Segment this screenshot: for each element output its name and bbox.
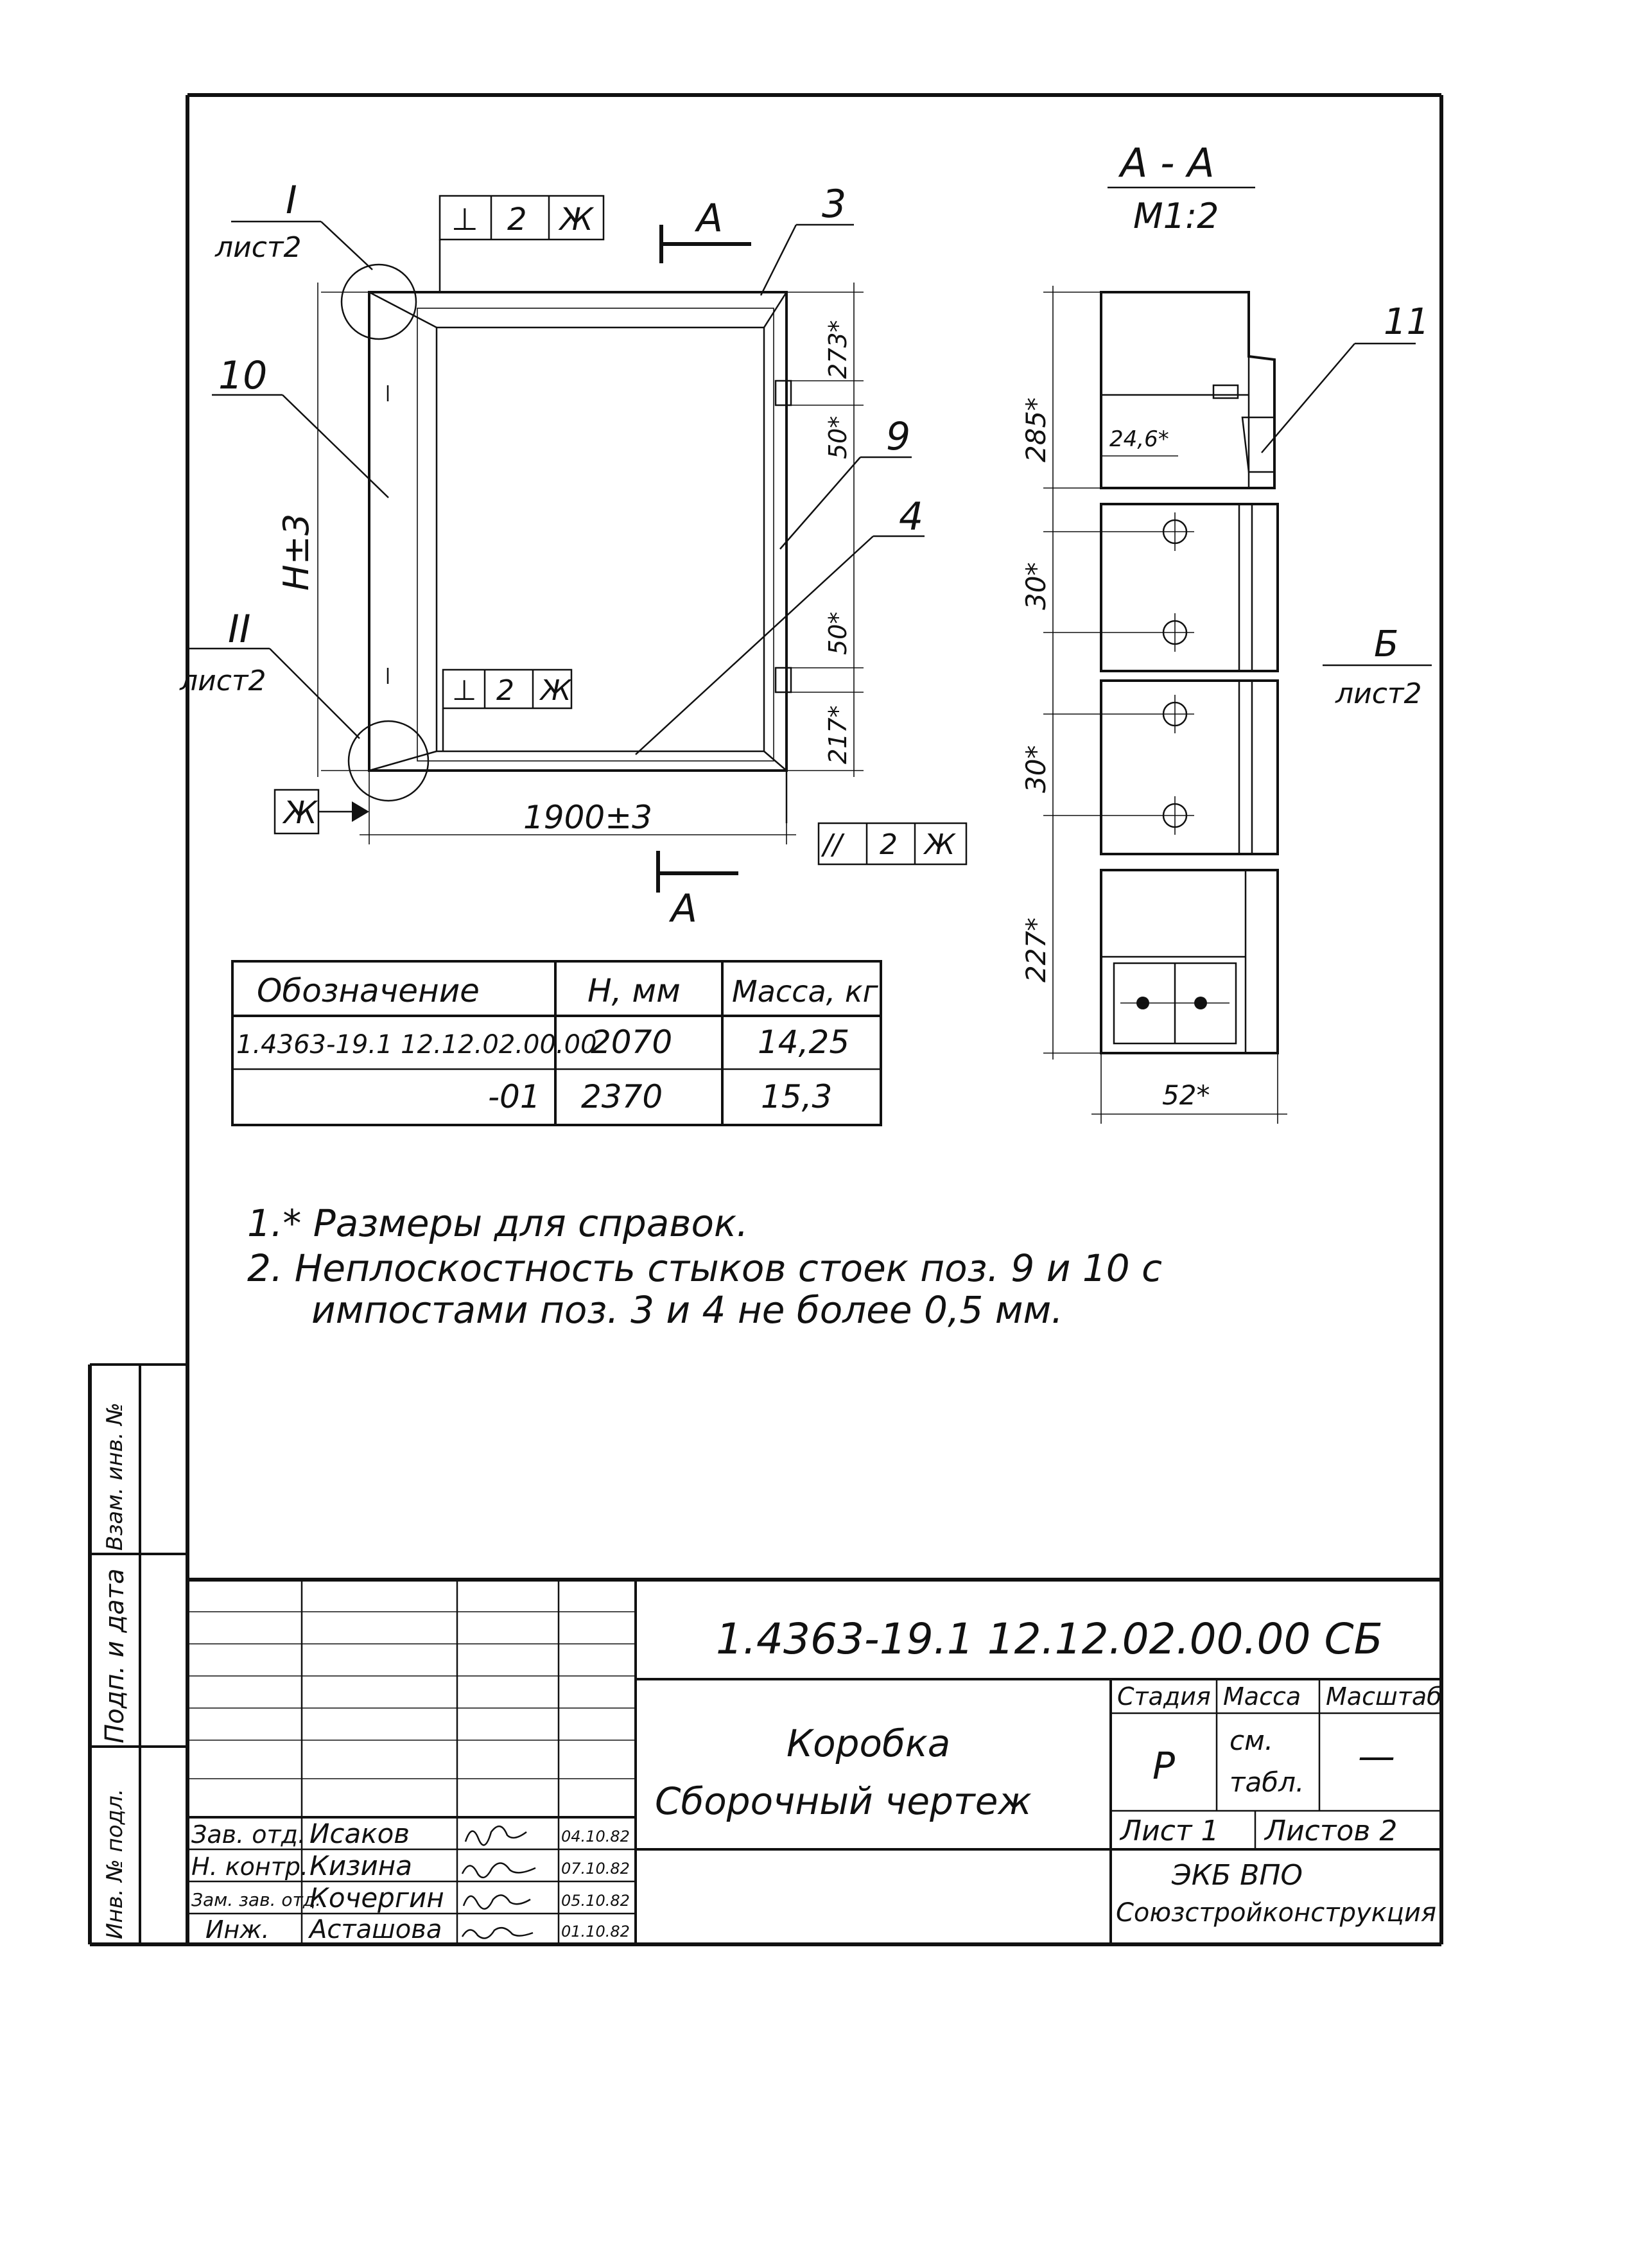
svg-text:52*: 52* xyxy=(1162,1079,1210,1111)
svg-text:285*: 285* xyxy=(1020,397,1052,462)
section-a-a-view xyxy=(1101,292,1278,1053)
table-row-2-mass: 15,3 xyxy=(761,1078,833,1115)
svg-text:30*: 30* xyxy=(1020,745,1052,793)
svg-text:217*: 217* xyxy=(824,705,852,764)
frame-front-view xyxy=(369,292,791,771)
section-title: А - А xyxy=(1120,139,1215,186)
drawing-type: Сборочный чертеж xyxy=(655,1779,1032,1823)
position-callouts xyxy=(212,182,925,755)
dim-height xyxy=(276,283,369,777)
detail-2-circle xyxy=(349,721,428,801)
svg-text:227*: 227* xyxy=(1020,917,1052,982)
signature-date: 05.10.82 xyxy=(561,1892,630,1910)
table-row-1-designation: 1.4363-19.1 12.12.02.00.00 xyxy=(236,1030,597,1060)
svg-text:11: 11 xyxy=(1384,301,1430,343)
svg-text:А: А xyxy=(697,196,724,241)
svg-text:1900±3: 1900±3 xyxy=(523,799,652,836)
svg-text:Ж: Ж xyxy=(541,674,571,707)
product-name: Коробка xyxy=(786,1722,951,1765)
table-header-designation: Обозначение xyxy=(257,972,480,1009)
svg-text:3: 3 xyxy=(822,182,847,227)
note-2: 2. Неплоскостность стыков стоек поз. 9 и 10 с xyxy=(247,1246,1162,1290)
table-row-2-designation: -01 xyxy=(488,1078,541,1115)
svg-text:4: 4 xyxy=(899,494,924,539)
section-b-callout xyxy=(1323,624,1432,710)
svg-text:24,6*: 24,6* xyxy=(1109,426,1169,452)
dim-right-chain xyxy=(786,283,864,777)
svg-text:А: А xyxy=(671,886,698,931)
note-1: 1.* Размеры для справок. xyxy=(247,1201,749,1245)
svg-text:2: 2 xyxy=(496,674,514,707)
svg-text:Ж: Ж xyxy=(560,202,593,238)
organization-line2: Союзстройконструкция xyxy=(1116,1898,1437,1928)
detail-1-circle xyxy=(342,265,416,339)
signature-role: Инж. xyxy=(205,1915,270,1944)
svg-text:H±3: H±3 xyxy=(276,513,317,591)
signature-date: 07.10.82 xyxy=(561,1860,630,1878)
handwritten-signature xyxy=(462,1928,533,1938)
pos-11-callout xyxy=(1262,301,1429,453)
organization-line1: ЭКБ ВПО xyxy=(1172,1859,1303,1892)
sheet-count: Листов 2 xyxy=(1265,1815,1398,1847)
tolerance-frame-top xyxy=(440,196,604,292)
variants-table xyxy=(232,961,881,1125)
scale-value: — xyxy=(1358,1734,1395,1778)
svg-text:50*: 50* xyxy=(824,611,852,655)
stage-header: Стадия xyxy=(1117,1682,1211,1711)
signature-role: Зав. отд. xyxy=(191,1820,306,1849)
svg-text:2: 2 xyxy=(507,202,527,238)
signature-name: Кочергин xyxy=(309,1882,444,1914)
signature-name: Кизина xyxy=(309,1850,412,1881)
svg-text:9: 9 xyxy=(886,414,911,459)
datum-marker xyxy=(275,790,369,833)
svg-text:⊥: ⊥ xyxy=(451,202,478,238)
svg-text:лист2: лист2 xyxy=(1335,677,1422,710)
svg-text:50*: 50* xyxy=(824,415,852,459)
table-row-1-h: 2070 xyxy=(591,1024,673,1061)
detail-1-sheet: лист2 xyxy=(215,231,302,264)
side-stamp-signature-date: Подп. и дата xyxy=(100,1568,130,1743)
tolerance-frame-bottom-right xyxy=(786,771,966,864)
svg-text:Ж: Ж xyxy=(284,795,317,831)
signature-date: 04.10.82 xyxy=(561,1827,630,1845)
section-dimensions xyxy=(1020,286,1287,1124)
svg-text:30*: 30* xyxy=(1020,562,1052,610)
table-header-h: H, мм xyxy=(587,972,681,1009)
document-code: 1.4363-19.1 12.12.02.00.00 СБ xyxy=(716,1614,1383,1664)
detail-1-numeral: I xyxy=(286,178,297,223)
side-stamp-replaced-inv: Взам. инв. № xyxy=(102,1402,128,1551)
section-cut-bottom xyxy=(658,851,738,931)
svg-text:Ж: Ж xyxy=(925,828,955,861)
svg-text:⊥: ⊥ xyxy=(452,674,477,707)
section-scale: М1:2 xyxy=(1133,196,1219,236)
detail-2-numeral: II xyxy=(228,607,251,652)
svg-text:273*: 273* xyxy=(824,320,852,379)
mass-value-line2: табл. xyxy=(1230,1766,1305,1798)
mass-value-line1: см. xyxy=(1230,1725,1274,1756)
svg-text:2: 2 xyxy=(880,828,898,861)
handwritten-signature xyxy=(462,1863,535,1877)
svg-text://: // xyxy=(823,828,842,861)
signature-name: Исаков xyxy=(309,1818,410,1849)
handwritten-signature xyxy=(465,1826,526,1845)
tolerance-frame-middle xyxy=(443,670,572,751)
table-row-1-mass: 14,25 xyxy=(758,1024,850,1061)
signature-date: 01.10.82 xyxy=(561,1923,630,1941)
side-stamp-original-inv: Инв. № подл. xyxy=(102,1788,128,1939)
svg-text:10: 10 xyxy=(218,353,268,398)
detail-2-sheet: лист2 xyxy=(180,665,266,697)
signature-name: Асташова xyxy=(309,1915,442,1944)
section-cut-top xyxy=(661,196,751,263)
signature-role: Зам. зав. отд. xyxy=(191,1889,322,1910)
dim-width xyxy=(360,771,796,844)
note-2-continuation: импостами поз. 3 и 4 не более 0,5 мм. xyxy=(311,1288,1063,1332)
stage-value: Р xyxy=(1152,1744,1175,1788)
table-row-2-h: 2370 xyxy=(581,1078,663,1115)
sheet-number: Лист 1 xyxy=(1120,1815,1219,1847)
sheet-frame xyxy=(90,95,1441,1944)
table-header-mass: Масса, кг xyxy=(732,974,878,1009)
handwritten-signature xyxy=(464,1895,530,1908)
mass-header: Масса xyxy=(1223,1682,1301,1711)
svg-text:Б: Б xyxy=(1374,624,1399,665)
signature-role: Н. контр. xyxy=(191,1853,309,1881)
scale-header: Масштаб xyxy=(1326,1682,1442,1711)
